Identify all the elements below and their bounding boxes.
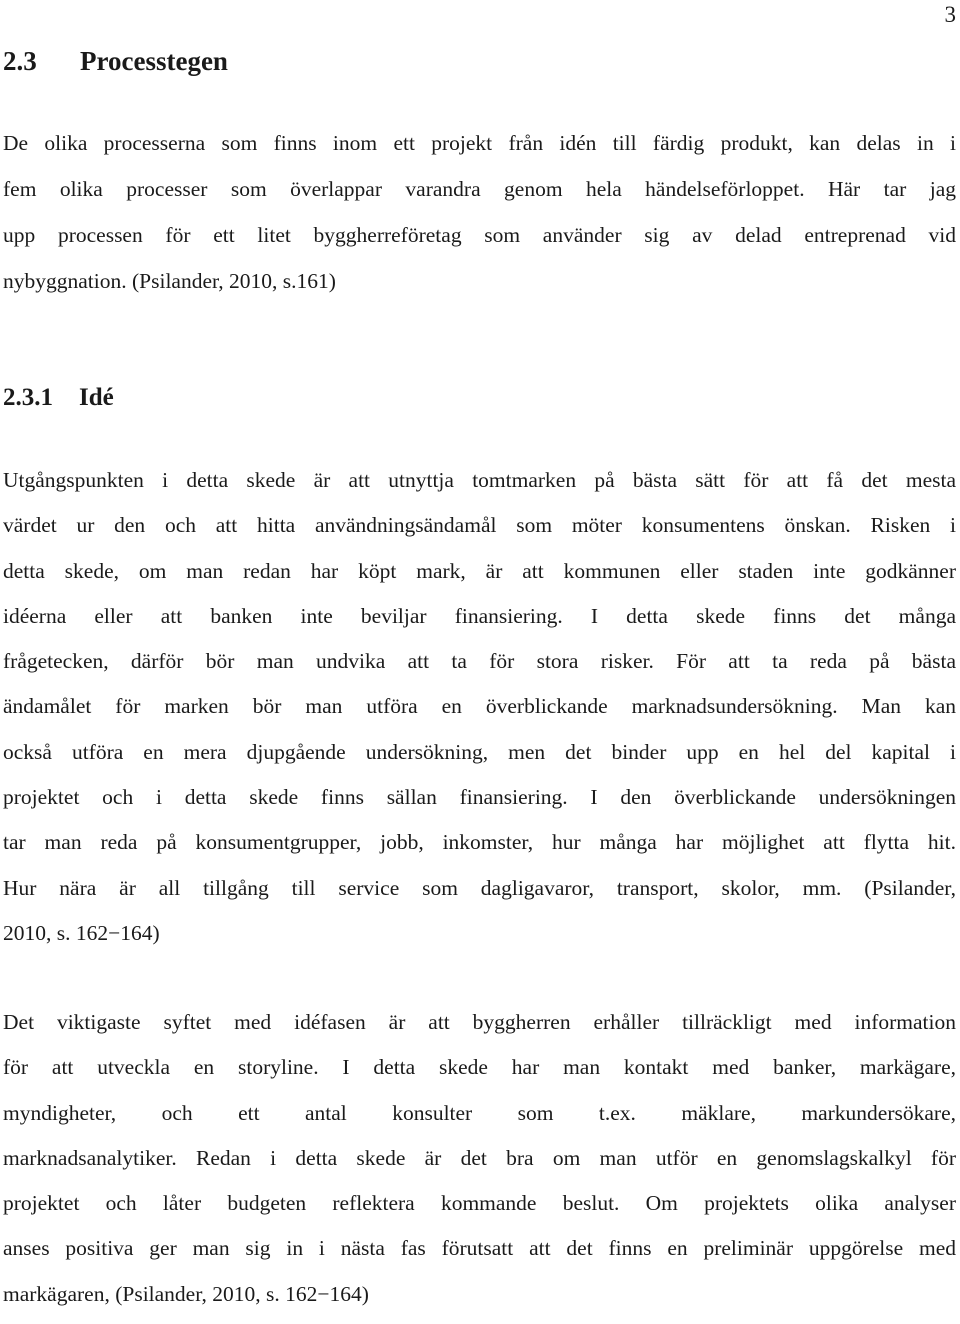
subsection-number: 2.3.1 xyxy=(3,384,53,411)
section-number: 2.3 xyxy=(3,46,37,76)
text-line: värdet ur den och att hitta användningsändamål som möter konsumentens önskan. Risken i xyxy=(3,513,956,538)
text-line: projektet och låter budgeten reflektera kommande beslut. Om projektets olika analyser xyxy=(3,1191,956,1216)
text-line: De olika processerna som finns inom ett projekt från idén till färdig produkt, kan delas in i xyxy=(3,131,956,155)
ide-paragraph xyxy=(3,465,956,963)
text-line: frågetecken, därför bör man undvika att ta för stora risker. För att ta reda på bästa xyxy=(3,649,956,674)
text-line: 2010, s. 162−164) xyxy=(3,920,160,945)
text-line: ändamålet för marken bör man utföra en överblickande marknadsundersökning. Man kan xyxy=(3,694,956,719)
section-heading xyxy=(3,44,228,78)
subsection-heading xyxy=(3,382,114,414)
text-line: Hur nära är all tillgång till service som dagligavaror, transport, skolor, mm. (Psilander, xyxy=(3,875,956,900)
idefas-paragraph xyxy=(3,1007,956,1324)
text-line: projektet och i detta skede finns sällan finansiering. I den överblickande undersökningen xyxy=(3,785,956,810)
text-line: myndigheter, och ett antal konsulter som t.ex. mäklare, markundersökare, xyxy=(3,1100,956,1125)
text-line: tar man reda på konsumentgrupper, jobb, inkomster, hur många har möjlighet att flytta hit. xyxy=(3,830,956,855)
text-line: också utföra en mera djupgående undersökning, men det binder upp en hel del kapital i xyxy=(3,739,956,764)
text-line: markägaren, (Psilander, 2010, s. 162−164) xyxy=(3,1281,369,1306)
text-line: idéerna eller att banken inte beviljar finansiering. I detta skede finns det många xyxy=(3,603,956,628)
page-number: 3 xyxy=(944,2,956,27)
text-line: Utgångspunkten i detta skede är att utnyttja tomtmarken på bästa sätt för att få det mesta xyxy=(3,468,956,492)
text-line: marknadsanalytiker. Redan i detta skede är det bra om man utför en genomslagskalkyl för xyxy=(3,1145,956,1170)
text-line: anses positiva ger man sig in i nästa fas förutsatt att det finns en preliminär uppgörelse med xyxy=(3,1236,956,1261)
subsection-title: Idé xyxy=(79,384,114,411)
text-line: Det viktigaste syftet med idéfasen är att byggherren erhåller tillräckligt med information xyxy=(3,1010,956,1034)
text-line: nybyggnation. (Psilander, 2010, s.161) xyxy=(3,269,336,293)
text-line: för att utveckla en storyline. I detta skede har man kontakt med banker, markägare, xyxy=(3,1055,956,1080)
text-line: upp processen för ett litet byggherreföretag som använder sig av delad entreprenad vid xyxy=(3,223,956,247)
intro-paragraph xyxy=(3,128,956,312)
section-title: Processtegen xyxy=(80,46,228,76)
text-line: detta skede, om man redan har köpt mark, är att kommunen eller staden inte godkänner xyxy=(3,558,956,583)
text-line: fem olika processer som överlappar varandra genom hela händelseförloppet. Här tar jag xyxy=(3,177,956,201)
